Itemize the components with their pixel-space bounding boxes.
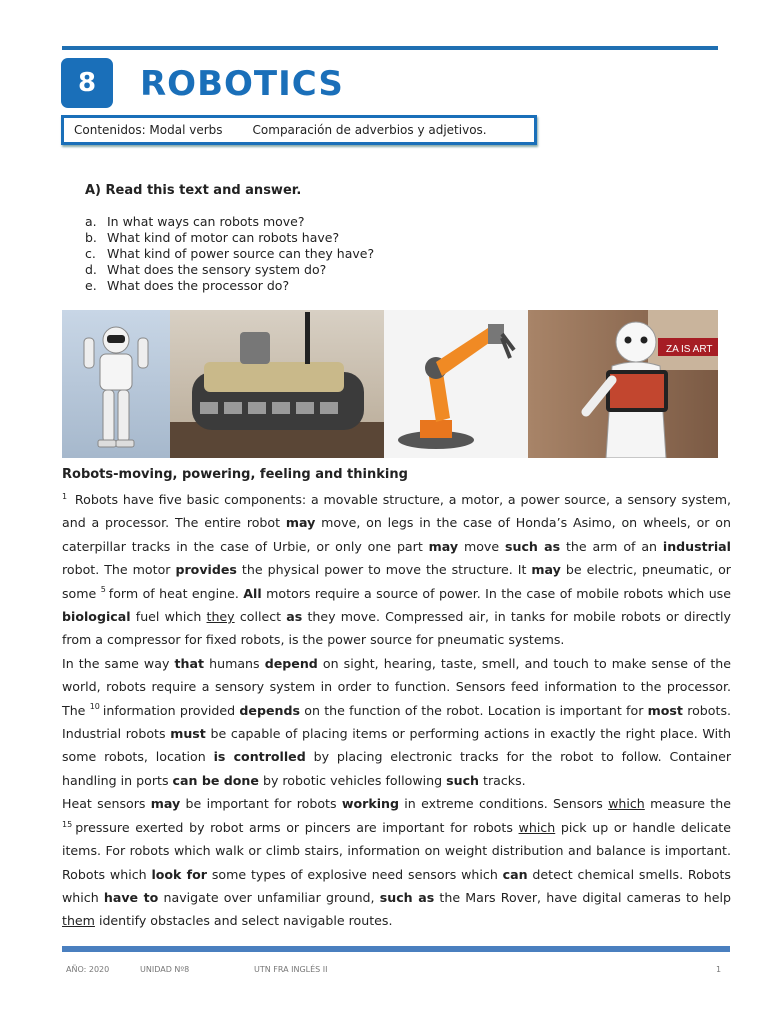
text-run: tracks.: [479, 772, 526, 788]
text-run: robot. The motor: [62, 562, 176, 578]
text-run: have to: [103, 889, 159, 905]
line-number: 1: [62, 491, 68, 501]
pepper-robot-photo: [528, 310, 718, 458]
footer-course: UTN FRA INGLÉS II: [254, 965, 328, 974]
question-letter: b.: [85, 230, 97, 245]
text-run: by placing electronic tracks for the robot to follow. Container handling in ports: [62, 749, 731, 788]
article-paragraph: [62, 652, 731, 792]
industrial-arm-photo: [384, 310, 528, 458]
text-run: they move. Compressed air, in tanks for mobile robots or directly from a compressor for fixed robots, is the power source for pneumatic systems.: [62, 609, 731, 648]
text-run: depends: [239, 702, 300, 718]
text-run: All: [243, 585, 262, 601]
text-run: identify obstacles and select navigable routes.: [94, 913, 393, 929]
text-run: as: [286, 609, 303, 625]
text-run: look for: [151, 866, 207, 882]
article-title: Robots-moving, powering, feeling and thinking: [62, 467, 408, 482]
question-text: What kind of motor can robots have?: [107, 230, 340, 245]
text-run: may: [531, 562, 561, 578]
bottom-rule: [62, 946, 730, 952]
text-run: most: [647, 702, 683, 718]
contents-label: Contenidos: Modal verbs: [74, 123, 223, 137]
text-run: that: [174, 655, 205, 671]
text-run: industrial: [662, 538, 731, 554]
chapter-title: ROBOTICS: [140, 64, 344, 104]
text-run: such as: [379, 889, 435, 905]
question-letter: e.: [85, 278, 97, 293]
question-letter: c.: [85, 246, 96, 261]
question-letter: d.: [85, 262, 97, 277]
text-run: can: [502, 866, 528, 882]
text-run: them: [62, 913, 95, 929]
robot-photo-strip: [62, 310, 718, 458]
footer-page-number: 1: [716, 965, 722, 974]
text-run: form of heat engine.: [108, 585, 244, 601]
question-text: What does the sensory system do?: [107, 262, 327, 277]
question-letter: a.: [85, 214, 97, 229]
text-run: pressure exerted by robot arms or pincers are important for robots: [75, 819, 519, 835]
text-run: by robotic vehicles following: [258, 772, 447, 788]
text-run: depend: [264, 655, 318, 671]
line-number: 15: [62, 819, 73, 829]
text-run: which: [518, 819, 556, 835]
question-text: In what ways can robots move?: [107, 214, 305, 229]
question-item: [85, 214, 374, 230]
tracked-robot-photo: [170, 310, 384, 458]
article-body: [62, 488, 731, 933]
text-run: in extreme conditions. Sensors: [399, 796, 609, 812]
text-run: humans: [204, 655, 265, 671]
text-run: the physical power to move the structure. It: [236, 562, 532, 578]
chapter-number-badge: 8: [61, 58, 113, 108]
text-run: collect: [234, 609, 287, 625]
question-list: [85, 214, 374, 294]
text-run: may: [285, 515, 316, 531]
text-run: on the function of the robot. Location is important for: [300, 702, 648, 718]
text-run: fuel which: [130, 609, 207, 625]
contents-topic: Comparación de adverbios y adjetivos.: [252, 123, 487, 137]
question-text: What does the processor do?: [107, 278, 290, 293]
text-run: provides: [175, 562, 237, 578]
text-run: they: [206, 609, 235, 625]
question-text: What kind of power source can they have?: [107, 246, 375, 261]
text-run: biological: [62, 609, 131, 625]
text-run: working: [341, 796, 399, 812]
text-run: Heat sensors: [62, 796, 151, 812]
question-item: [85, 262, 374, 278]
text-run: robots. Industrial robots: [62, 702, 732, 742]
article-paragraph: [62, 488, 731, 652]
text-run: pick up or handle delicate items. For robots which walk or climb stairs, information on weight distribution and balance is important. Robots which: [62, 819, 731, 882]
background-sign-text: ZA IS ART: [666, 344, 713, 355]
text-run: some types of explosive need sensors which: [207, 866, 503, 882]
text-run: motors require a source of power. In the case of mobile robots which use: [261, 585, 731, 601]
question-item: [85, 246, 374, 262]
text-run: move, on legs in the case of Honda’s Asimo, on wheels, or on caterpillar tracks in the case of Urbie, or only one part: [62, 515, 731, 554]
footer-unit: UNIDAD Nº8: [140, 965, 190, 974]
text-run: the Mars Rover, have digital cameras to help: [434, 889, 731, 905]
top-rule: [62, 46, 718, 50]
text-run: measure the: [644, 796, 731, 812]
article-paragraph: [62, 792, 731, 932]
footer-year: AÑO: 2020: [66, 965, 110, 974]
text-run: on sight, hearing, taste, smell, and touch to make sense of the world, robots require a sensory system in order to function. Sensors feed information to the processor. The: [62, 655, 731, 718]
text-run: is controlled: [213, 749, 306, 765]
text-run: the arm of an: [560, 538, 663, 554]
text-run: navigate over unfamiliar ground,: [158, 889, 380, 905]
text-run: detect chemical smells. Robots which: [62, 866, 731, 905]
humanoid-robot-photo: [62, 310, 170, 458]
question-item: [85, 230, 374, 246]
text-run: be important for robots: [180, 796, 342, 812]
text-run: such: [446, 772, 480, 788]
text-run: In the same way: [62, 655, 175, 671]
contents-box: [61, 115, 537, 145]
question-item: [85, 278, 374, 294]
text-run: be electric, pneumatic, or some: [62, 562, 731, 601]
text-run: which: [608, 796, 645, 812]
text-run: such as: [504, 538, 561, 554]
text-run: may: [150, 796, 181, 812]
text-run: must: [170, 726, 206, 742]
text-run: be capable of placing items or performing actions in exactly the right place. With some robots, location: [62, 726, 732, 765]
line-number: 10: [89, 702, 100, 712]
text-run: Robots have five basic components: a movable structure, a motor, a power source, a sensory system, and a processor. The entire robot: [62, 492, 731, 531]
exercise-title: A) Read this text and answer.: [85, 183, 302, 198]
text-run: can be done: [172, 772, 259, 788]
text-run: move: [458, 538, 505, 554]
text-run: information provided: [102, 702, 240, 718]
text-run: may: [428, 538, 459, 554]
line-number: 5: [100, 585, 106, 595]
